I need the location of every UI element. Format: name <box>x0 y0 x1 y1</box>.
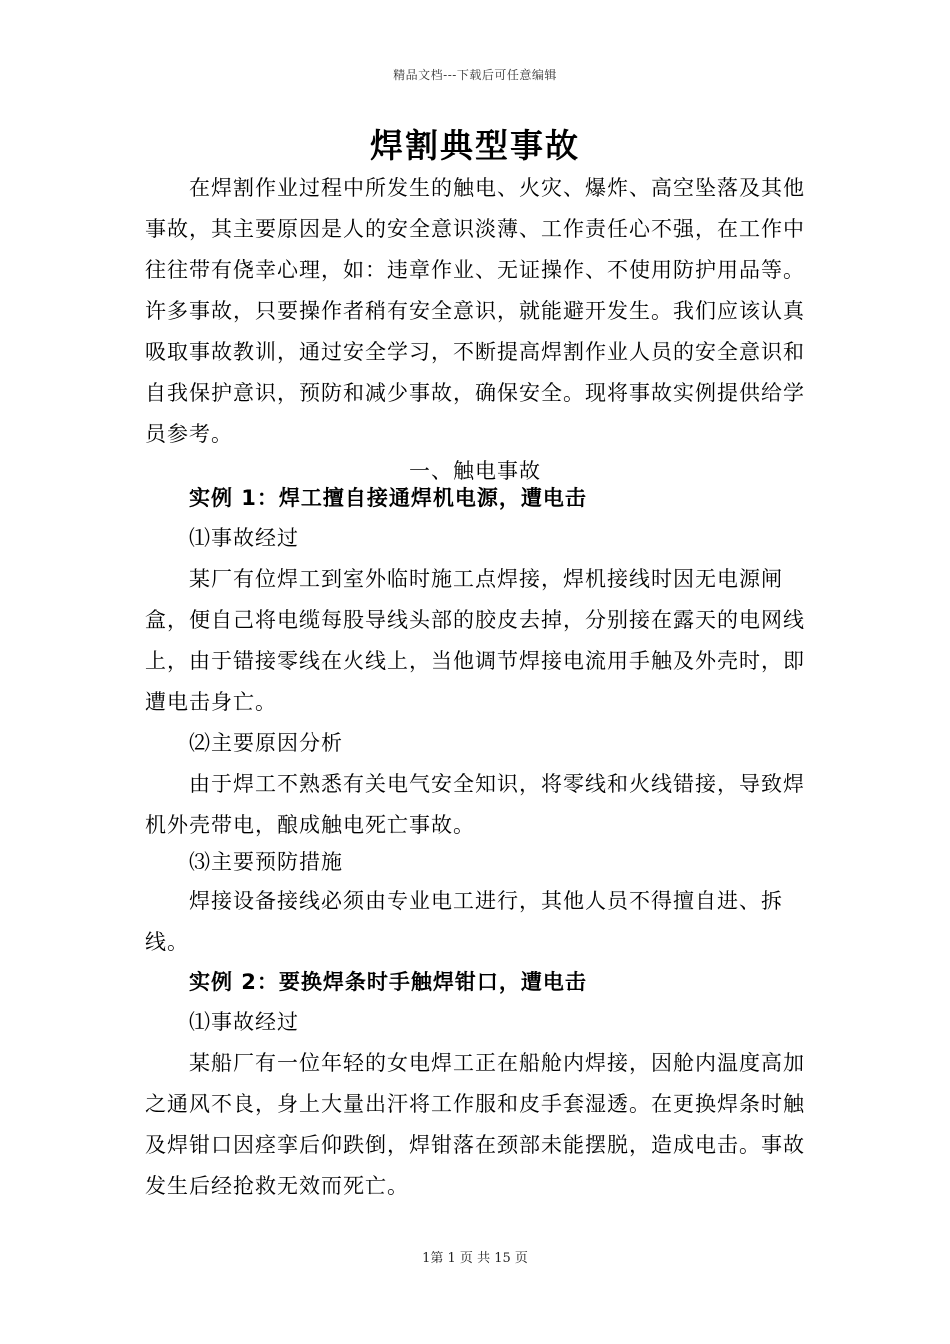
case1-paragraph-prevention: 焊接设备接线必须由专业电工进行，其他人员不得擅自进、拆线。 <box>145 889 783 954</box>
case1-heading-cause: ⑵主要原因分析 <box>189 731 343 755</box>
case1-title: 实例 1：焊工擅自接通焊机电源，遭电击 <box>189 486 587 510</box>
case1-heading-process: ⑴事故经过 <box>189 526 299 550</box>
case1-paragraph-process: 某厂有位焊工到室外临时施工点焊接，焊机接线时因无电源闸盒，便自己将电缆每股导线头部的胶皮去掉，分别接在露天的电网线上，由于错接零线在火线上，当他调节焊接电流用手触及外壳时，即遭电击身亡。 <box>145 567 805 714</box>
case2-paragraph-process: 某船厂有一位年轻的女电焊工正在船舱内焊接，因舱内温度高加之通风不良，身上大量出汗将工作服和皮手套湿透。在更换焊条时触及焊钳口因痉挛后仰跌倒，焊钳落在颈部未能摆脱，造成电击。事故发生后经抢救无效而死亡。 <box>145 1051 805 1198</box>
case1-paragraph-cause: 由于焊工不熟悉有关电气安全知识，将零线和火线错接，导致焊机外壳带电，酿成触电死亡事故。 <box>145 772 805 837</box>
document-title: 焊割典型事故 <box>370 126 580 165</box>
section-heading-electric-shock: 一、触电事故 <box>409 459 541 483</box>
case2-heading-process: ⑴事故经过 <box>189 1010 299 1034</box>
case1-heading-prevention: ⑶主要预防措施 <box>189 850 343 874</box>
page-header: 精品文档---下载后可任意编辑 <box>393 68 557 82</box>
page-footer: 1第 1 页 共 15 页 <box>422 1251 528 1266</box>
intro-paragraph: 在焊割作业过程中所发生的触电、火灾、爆炸、高空坠落及其他事故，其主要原因是人的安全意识淡薄、工作责任心不强，在工作中往往带有侥幸心理，如：违章作业、无证操作、不使用防护用品等。许多事故，只要操作者稍有安全意识，就能避开发生。我们应该认真吸取事故教训，通过安全学习，不断提高焊割作业人员的安全意识和自我保护意识，预防和减少事故，确保安全。现将事故实例提供给学员参考。 <box>145 176 805 446</box>
case2-title: 实例 2：要换焊条时手触焊钳口，遭电击 <box>189 970 587 994</box>
